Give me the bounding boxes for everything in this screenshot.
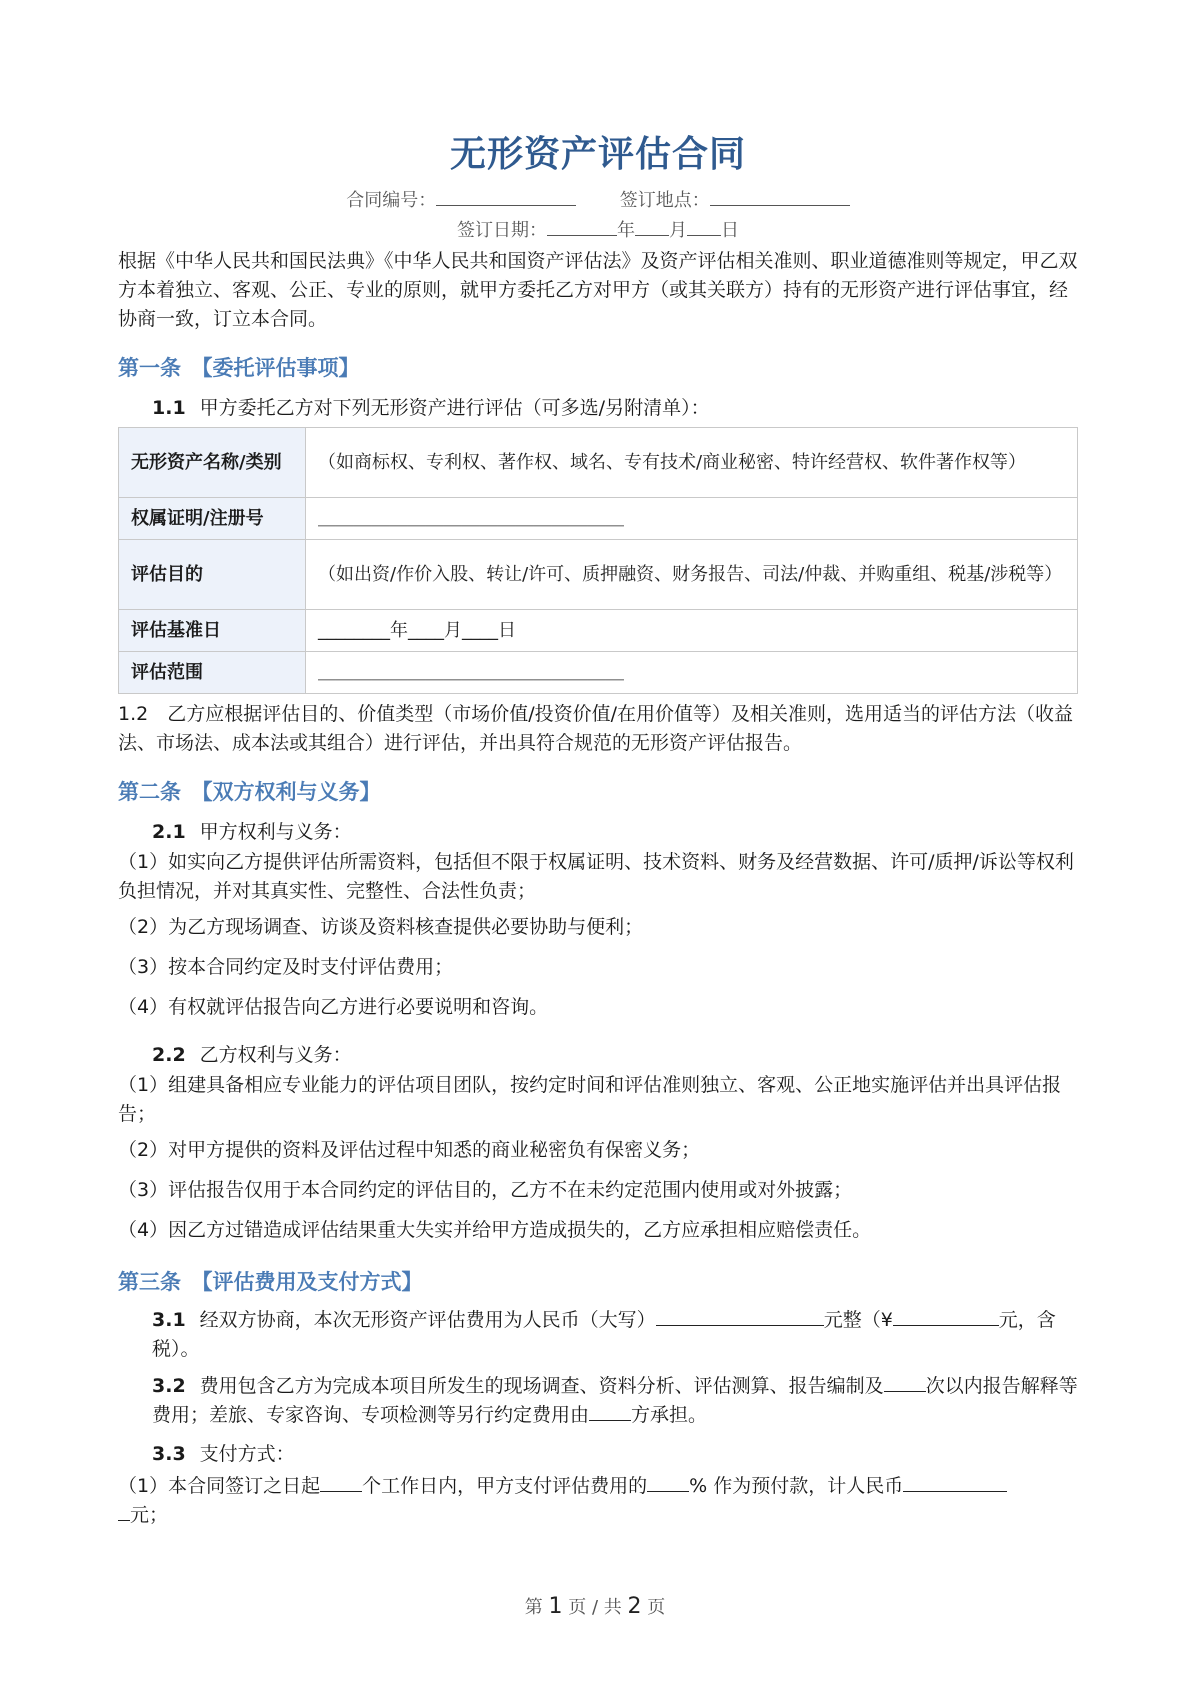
payment-text-c: % 作为预付款，计人民币	[689, 1475, 904, 1497]
payment-text-b: 个工作日内，甲方支付评估费用的	[362, 1475, 648, 1497]
fee-number-blank[interactable]	[893, 1309, 999, 1326]
footer-middle: 页 / 共	[568, 1597, 622, 1618]
table-key: 评估范围	[119, 652, 306, 694]
place-blank	[710, 187, 850, 206]
table-value[interactable]: ________年____月____日	[306, 610, 1078, 652]
clause-2-1	[152, 817, 352, 844]
list-item: （2）对甲方提供的资料及评估过程中知悉的商业秘密负有保密义务；	[118, 1139, 701, 1161]
list-item: （1）如实向乙方提供评估所需资料，包括但不限于权属证明、技术资料、财务及经营数据、许可/质押/诉讼等权利负担情况，并对其真实性、完整性、合法性负责；	[118, 851, 1074, 902]
table-row	[119, 652, 1078, 694]
table-row	[119, 498, 1078, 540]
table-value[interactable]: ＿＿＿＿＿＿＿＿＿＿＿＿＿＿＿＿＿	[306, 652, 1078, 694]
clause-2-2	[152, 1040, 352, 1067]
clause-3-3-text: 支付方式：	[199, 1443, 295, 1465]
date-day-label: 日	[721, 220, 739, 241]
prepay-amount-blank-cont[interactable]	[118, 1504, 130, 1521]
article2-heading: 第二条 【双方权利与义务】	[118, 780, 381, 804]
table-value[interactable]: （如出资/作价入股、转让/许可、质押融资、财务报告、司法/仲裁、并购重组、税基/涉税等）	[306, 540, 1078, 610]
clause-3-1-text-b: 元整（¥	[823, 1309, 893, 1331]
table-key: 评估目的	[119, 540, 306, 610]
date-month-blank	[635, 217, 669, 236]
clause-1-2: 1.2 乙方应根据评估目的、价值类型（市场价值/投资价值/在用价值等）及相关准则，选用适当的评估方法（收益法、市场法、成本法或其组合）进行评估，并出具符合规范的无形资产评估报告。	[118, 703, 1074, 754]
percent-blank[interactable]	[647, 1475, 689, 1492]
clause-3-1-text-c: 元，含税）。	[152, 1309, 1056, 1360]
article1-heading: 第一条 【委托评估事项】	[118, 356, 360, 380]
clause-3-2	[152, 1372, 1078, 1430]
clause-3-2-text-c: 方承担。	[631, 1404, 708, 1426]
clause-2-2-number: 2.2	[152, 1044, 186, 1066]
table-key: 权属证明/注册号	[119, 498, 306, 540]
table-key: 评估基准日	[119, 610, 306, 652]
asset-info-table	[118, 427, 1078, 694]
footer-prefix: 第	[524, 1597, 543, 1618]
clause-3-3	[152, 1439, 295, 1466]
clause-2-2-text: 乙方权利与义务：	[199, 1044, 352, 1066]
article3-heading: 第三条 【评估费用及支付方式】	[118, 1270, 423, 1294]
table-row	[119, 428, 1078, 498]
table-row	[119, 610, 1078, 652]
list-item: （3）按本合同约定及时支付评估费用；	[118, 956, 454, 978]
table-row	[119, 540, 1078, 610]
table-value[interactable]: （如商标权、专利权、著作权、域名、专有技术/商业秘密、特许经营权、软件著作权等）	[306, 428, 1078, 498]
meta-line-1	[118, 186, 1078, 212]
explain-times-blank[interactable]	[884, 1375, 926, 1392]
table-value[interactable]: ＿＿＿＿＿＿＿＿＿＿＿＿＿＿＿＿＿	[306, 498, 1078, 540]
bearing-party-blank[interactable]	[589, 1404, 631, 1421]
clause-3-1	[152, 1306, 1078, 1364]
list-item: （3）评估报告仅用于本合同约定的评估目的，乙方不在未约定范围内使用或对外披露；	[118, 1179, 853, 1201]
contract-no-label: 合同编号：	[346, 190, 437, 211]
clause-1-1-number: 1.1	[152, 397, 186, 419]
list-item: （4）因乙方过错造成评估结果重大失实并给甲方造成损失的，乙方应承担相应赔偿责任。	[118, 1219, 872, 1241]
place-label: 签订地点：	[619, 190, 710, 211]
list-item: （2）为乙方现场调查、访谈及资料核查提供必要协助与便利；	[118, 916, 644, 938]
payment-item-1	[118, 1472, 1078, 1530]
intro-paragraph: 根据《中华人民共和国民法典》《中华人民共和国资产评估法》及资产评估相关准则、职业道德准则等规定，甲乙双方本着独立、客观、公正、专业的原则，就甲方委托乙方对甲方（或其关联方）持有的无形资产进行评估事宜，经协商一致，订立本合同。	[118, 250, 1078, 330]
payment-text-d: 元；	[130, 1504, 169, 1526]
clause-1-1	[152, 393, 710, 420]
table-key: 无形资产名称/类别	[119, 428, 306, 498]
footer-total-pages: 2	[627, 1594, 642, 1619]
meta-line-2	[118, 216, 1078, 242]
page-footer	[0, 1593, 1190, 1619]
clause-3-1-number: 3.1	[152, 1309, 186, 1331]
date-month-label: 月	[669, 220, 687, 241]
date-label: 签订日期：	[457, 220, 547, 241]
contract-no-blank	[436, 187, 576, 206]
fee-uppercase-blank[interactable]	[656, 1309, 824, 1326]
clause-3-2-text-a: 费用包含乙方为完成本项目所发生的现场调查、资料分析、评估测算、报告编制及	[199, 1375, 884, 1397]
payment-text-a: （1）本合同签订之日起	[118, 1475, 321, 1497]
date-day-blank	[687, 217, 721, 236]
clause-2-1-text: 甲方权利与义务：	[199, 821, 352, 843]
document-title: 无形资产评估合同	[449, 134, 746, 175]
clause-3-2-text-b: 次以内报告解释等费用；差旅、专家咨询、专项检测等另行约定费用由	[152, 1375, 1078, 1426]
clause-2-1-number: 2.1	[152, 821, 186, 843]
list-item: （1）组建具备相应专业能力的评估项目团队，按约定时间和评估准则独立、客观、公正地实施评估并出具评估报告；	[118, 1074, 1062, 1125]
clause-3-1-text-a: 经双方协商，本次无形资产评估费用为人民币（大写）	[199, 1309, 656, 1331]
date-year-label: 年	[617, 220, 635, 241]
clause-3-2-number: 3.2	[152, 1375, 186, 1397]
workdays-blank[interactable]	[320, 1475, 362, 1492]
footer-suffix: 页	[647, 1597, 666, 1618]
clause-3-3-number: 3.3	[152, 1443, 186, 1465]
footer-page-number: 1	[548, 1594, 563, 1619]
clause-1-1-text: 甲方委托乙方对下列无形资产进行评估（可多选/另附清单）：	[199, 397, 710, 419]
date-year-blank	[547, 217, 617, 236]
list-item: （4）有权就评估报告向乙方进行必要说明和咨询。	[118, 996, 549, 1018]
prepay-amount-blank[interactable]	[903, 1475, 1007, 1492]
